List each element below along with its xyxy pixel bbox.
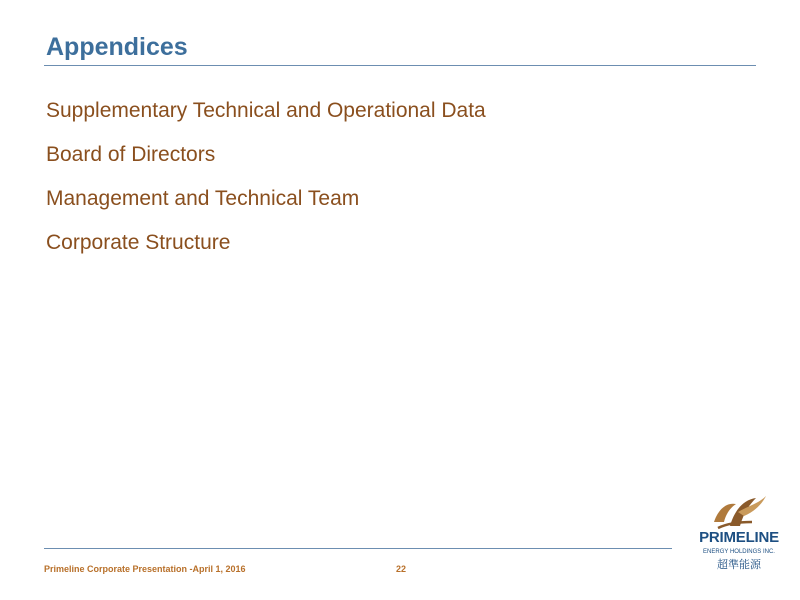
company-logo — [690, 488, 786, 580]
logo-name: PRIMELINE — [699, 529, 779, 546]
page-number: 22 — [396, 564, 407, 574]
agenda-item-corporate-structure: Corporate Structure — [46, 231, 231, 254]
agenda-item-management-team: Management and Technical Team — [46, 187, 360, 210]
footer-divider — [44, 548, 672, 549]
logo-subtitle: ENERGY HOLDINGS INC. — [703, 549, 775, 555]
slide-title: Appendices — [46, 33, 188, 61]
title-divider — [44, 65, 756, 66]
logo-chinese-name: 超準能源 — [717, 558, 761, 571]
agenda-list — [46, 96, 486, 272]
agenda-item-board-of-directors: Board of Directors — [46, 143, 216, 166]
footer-text: Primeline Corporate Presentation -April 1, 2016 — [44, 564, 246, 574]
primeline-logo-icon — [708, 492, 768, 532]
agenda-item-technical-data: Supplementary Technical and Operational Data — [46, 99, 486, 122]
